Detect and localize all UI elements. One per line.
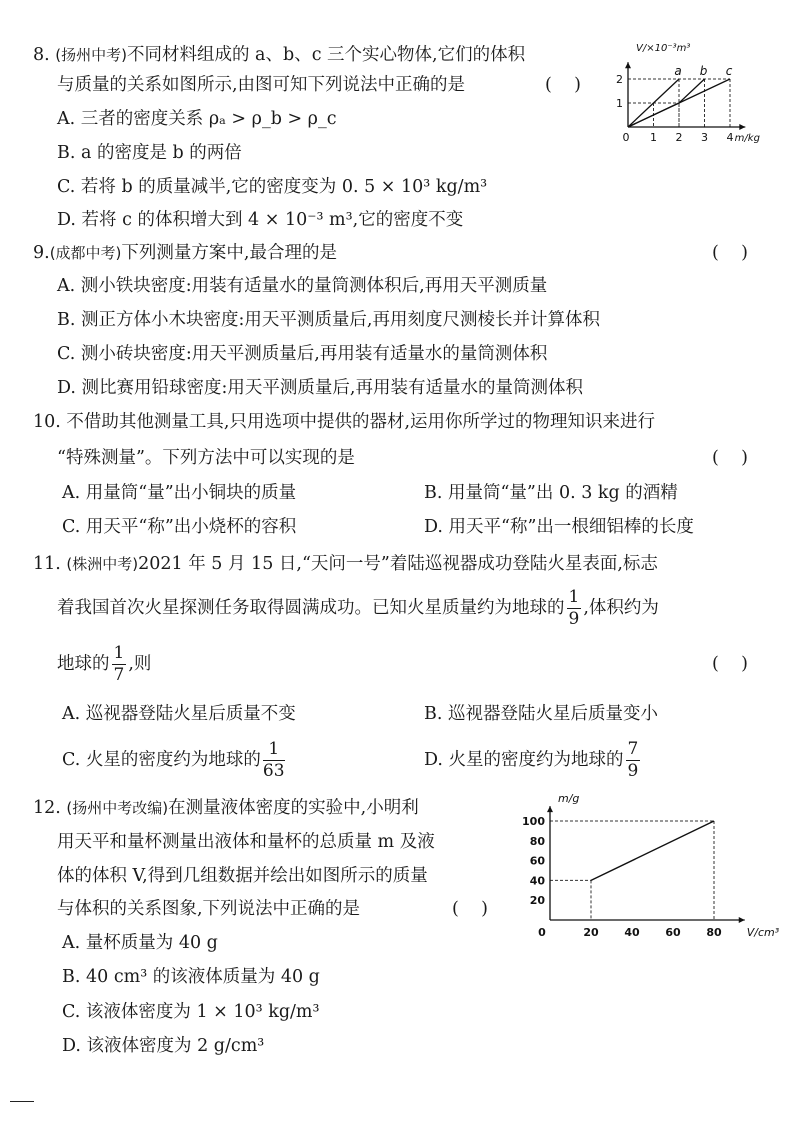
chart2-y-arrow (547, 806, 553, 812)
chart2-y-tick-label: 20 (529, 894, 545, 908)
chart1-x-tick-label: 3 (701, 131, 708, 144)
q12-line1 (33, 796, 419, 820)
q11-fraction-mass (567, 589, 582, 628)
q9-stem-text: 下列测量方案中,最合理的是 (121, 243, 337, 263)
q11-stem-line3a: 地球的 (57, 654, 110, 674)
q11-answer-paren: ( ) (712, 654, 748, 674)
q11-source: (株洲中考) (66, 555, 139, 573)
q11-number: 11. (33, 554, 61, 574)
q10-option-d: D. 用天平“称”出一根细铝棒的长度 (424, 517, 694, 537)
q10-stem-line2: “特殊测量”。下列方法中可以实现的是 (57, 448, 355, 468)
q10-number: 10. (33, 412, 61, 432)
q10-option-c: C. 用天平“称”出小烧杯的容积 (62, 517, 297, 537)
chart2-y-tick-label: 40 (529, 874, 545, 888)
chart2-x-tick-label: 80 (706, 926, 722, 939)
q9-stem (33, 241, 337, 265)
q9-source: (成都中考) (49, 244, 122, 262)
q11-option-c-den: 63 (262, 761, 285, 781)
q8-option-d: D. 若将 c 的体积增大到 4 × 10⁻³ m³,它的密度不变 (57, 210, 464, 230)
q8-answer-paren: ( ) (545, 75, 581, 95)
chart2-x-tick-label: 0 (538, 926, 546, 939)
q12-mass-volume-chart (522, 788, 780, 939)
q9-option-d: D. 测比赛用铅球密度:用天平测质量后,再用装有适量水的量筒测体积 (57, 378, 583, 398)
q11-option-a: A. 巡视器登陆火星后质量不变 (62, 704, 296, 724)
q11-option-d (424, 736, 642, 784)
chart1-y-tick-label: 1 (616, 97, 623, 110)
chart2-y-tick-label: 80 (529, 834, 545, 848)
q10-answer-paren: ( ) (712, 448, 748, 468)
chart2-x-arrow (739, 917, 745, 923)
chart1-y-arrow (625, 62, 631, 68)
q10-line1 (33, 410, 655, 434)
chart1-x-tick-label: 1 (650, 131, 657, 144)
chart2-axes (547, 806, 745, 923)
q11-fraction-volume-den: 7 (113, 665, 125, 685)
q8-volume-mass-chart (612, 38, 782, 148)
chart2-guide-lines (550, 821, 714, 920)
q8-stem-line2: 与质量的关系如图所示,由图可知下列说法中正确的是 (57, 75, 466, 95)
q11-line1 (33, 552, 658, 576)
chart2-x-axis-label: V/cm³ (746, 926, 780, 939)
q9-number: 9. (33, 243, 50, 263)
q11-line3 (57, 640, 151, 688)
q12-stem-line4: 与体积的关系图象,下列说法中正确的是 (57, 899, 361, 919)
chart1-x-tick-label: 0 (622, 131, 630, 144)
q8-source: (扬州中考) (55, 46, 127, 64)
q12-option-c: C. 该液体密度为 1 × 10³ kg/m³ (62, 1002, 320, 1022)
page-footer-rule (10, 1101, 34, 1102)
q11-option-d-num: 7 (627, 739, 639, 759)
q11-fraction-volume (112, 645, 127, 684)
q12-stem-line2: 用天平和量杯测量出液体和量杯的总质量 m 及液 (57, 832, 435, 852)
q11-stem-line2a: 着我国首次火星探测任务取得圆满成功。已知火星质量约为地球的 (57, 598, 565, 618)
q12-number: 12. (33, 798, 61, 818)
q11-option-d-fraction (626, 741, 641, 780)
q9-option-b: B. 测正方体小木块密度:用天平测质量后,再用刻度尺测棱长并计算体积 (57, 310, 600, 330)
q11-option-b: B. 巡视器登陆火星后质量变小 (424, 704, 658, 724)
chart1-series-label-c: c (725, 64, 733, 78)
q11-stem-line1: 2021 年 5 月 15 日,“天问一号”着陆巡视器成功登陆火星表面,标志 (138, 554, 658, 574)
q10-option-a: A. 用量筒“量”出小铜块的质量 (62, 483, 297, 503)
q11-line2 (57, 584, 659, 632)
chart2-series-line (591, 821, 714, 880)
q11-stem-line3b: ,则 (128, 654, 152, 674)
q12-source: (扬州中考改编) (66, 799, 169, 817)
q9-option-a: A. 测小铁块密度:用装有适量水的量筒测体积后,再用天平测质量 (57, 276, 548, 296)
q12-option-d: D. 该液体密度为 2 g/cm³ (62, 1036, 265, 1056)
chart1-x-tick-label: 4 (726, 131, 734, 144)
q10-stem-line1: 不借助其他测量工具,只用选项中提供的器材,运用你所学过的物理知识来进行 (66, 412, 656, 432)
q12-option-a: A. 量杯质量为 40 g (62, 933, 218, 953)
q11-option-d-text: D. 火星的密度约为地球的 (424, 750, 624, 770)
chart2-x-tick-label: 20 (583, 926, 599, 939)
chart1-x-tick-label: 2 (675, 131, 683, 144)
chart2-x-tick-label: 60 (665, 926, 681, 939)
chart1-series-label-b: b (699, 64, 708, 78)
chart2-series (591, 821, 714, 880)
chart1-x-axis-label: m/kg (734, 133, 760, 144)
chart2-labels (522, 792, 780, 939)
q9-answer-paren: ( ) (712, 243, 748, 263)
chart1-series-label-a: a (674, 64, 682, 78)
q11-fraction-mass-den: 9 (568, 609, 580, 629)
chart1-y-tick-label: 2 (616, 73, 623, 86)
q12-stem-line3: 体的体积 V,得到几组数据并绘出如图所示的质量 (57, 866, 428, 886)
q12-option-b: B. 40 cm³ 的该液体质量为 40 g (62, 967, 320, 987)
chart2-y-tick-label: 60 (529, 854, 545, 868)
q12-stem-line1: 在测量液体密度的实验中,小明利 (168, 798, 419, 818)
chart1-y-axis-label: V/×10⁻³m³ (636, 43, 691, 54)
q8-stem-line1: 不同材料组成的 a、b、c 三个实心物体,它们的体积 (127, 45, 526, 65)
q11-fraction-volume-num: 1 (113, 643, 125, 663)
q11-option-c-fraction (263, 741, 285, 780)
q8-line1 (33, 43, 525, 67)
q8-option-b: B. a 的密度是 b 的两倍 (57, 143, 242, 163)
q10-option-b: B. 用量筒“量”出 0. 3 kg 的酒精 (424, 483, 678, 503)
q11-stem-line2b: ,体积约为 (583, 598, 659, 618)
q11-option-d-den: 9 (627, 761, 639, 781)
chart1-x-arrow (739, 124, 745, 130)
q11-option-c-num: 1 (263, 741, 285, 761)
chart2-y-tick-label: 100 (522, 815, 545, 828)
q8-option-c: C. 若将 b 的质量减半,它的密度变为 0. 5 × 10³ kg/m³ (57, 177, 488, 197)
q12-answer-paren: ( ) (452, 899, 488, 919)
chart1-labels (616, 43, 760, 144)
q8-number: 8. (33, 45, 50, 65)
q9-option-c: C. 测小砖块密度:用天平测质量后,再用装有适量水的量筒测体积 (57, 344, 548, 364)
q8-option-a: A. 三者的密度关系 ρₐ > ρ_b > ρ_c (57, 109, 337, 129)
chart2-y-axis-label: m/g (558, 792, 580, 805)
q11-option-c (62, 736, 287, 784)
q11-fraction-mass-num: 1 (568, 587, 580, 607)
q11-option-c-text: C. 火星的密度约为地球的 (62, 750, 261, 770)
chart2-x-tick-label: 40 (624, 926, 640, 939)
